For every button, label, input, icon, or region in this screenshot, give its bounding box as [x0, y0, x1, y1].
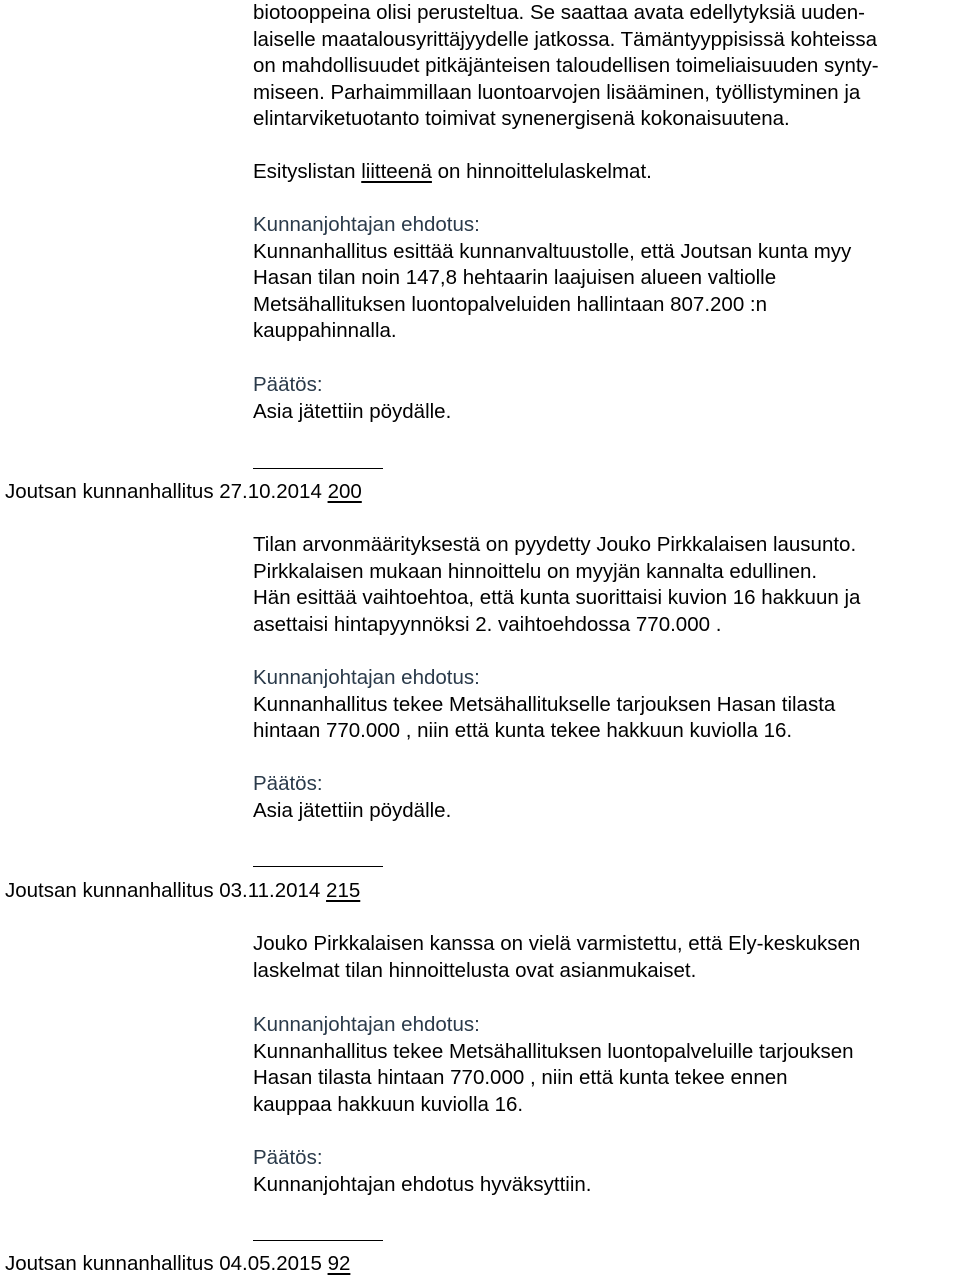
meeting-title: Joutsan kunnanhallitus 03.11.2014 [5, 879, 327, 902]
heading-rule [253, 1240, 383, 1241]
meeting-heading [5, 1251, 350, 1278]
intro-line: miseen. Parhaimmillaan luontoarvojen lisääminen, työllistyminen ja [253, 80, 861, 104]
section-number: 200 [327, 480, 362, 503]
heading-rule [253, 866, 383, 867]
meeting-heading [5, 878, 360, 905]
meeting2-proposal [253, 665, 953, 745]
attachment-suffix: on hinnoittelulaskelmat. [431, 160, 652, 183]
proposal-line: Kunnanhallitus tekee Metsähallitukselle tarjouksen Hasan tilasta [253, 692, 836, 716]
proposal-line: kauppahinnalla. [253, 319, 397, 342]
proposal-label: Kunnanjohtajan ehdotus: [253, 1013, 480, 1036]
heading-rule [253, 468, 383, 469]
attachment-note [253, 159, 953, 186]
attachment-link[interactable]: liitteenä [361, 160, 432, 183]
proposal-line: kauppaa hakkuun kuviolla 16. [253, 1092, 524, 1116]
intro-line: elintarviketuotanto toimivat synenergisenä kokonaisuutena. [253, 107, 790, 130]
proposal-line: Hasan tilasta hintaan 770.000 , niin että kunta tekee ennen [253, 1066, 788, 1089]
decision-text: Asia jätettiin pöydälle. [253, 798, 452, 822]
meeting2-body [253, 532, 953, 638]
meeting3-decision [253, 1145, 953, 1198]
proposal-line: Kunnanhallitus tekee Metsähallituksen luontopalveluille tarjouksen [253, 1039, 854, 1063]
proposal-label: Kunnanjohtajan ehdotus: [253, 666, 480, 689]
decision-label: Päätös: [253, 1146, 323, 1169]
meeting3-proposal [253, 1012, 953, 1118]
proposal-label: Kunnanjohtajan ehdotus: [253, 213, 480, 236]
body-line: asettaisi hintapyynnöksi 2. vaihtoehdossa 770.000 . [253, 612, 722, 636]
section1-proposal [253, 212, 953, 345]
decision-text: Asia jätettiin pöydälle. [253, 399, 452, 423]
intro-line: on mahdollisuudet pitkäjänteisen taloudellisen toimeliaisuuden synty- [253, 54, 879, 77]
meeting3-body [253, 931, 953, 984]
intro-line: biotooppeina olisi perusteltua. Se saattaa avata edellytyksiä uuden- [253, 1, 865, 24]
proposal-line: Kunnanhallitus esittää kunnanvaltuustolle, että Joutsan kunta myy [253, 239, 852, 263]
proposal-line: Hasan tilan noin 147,8 hehtaarin laajuisen alueen valtiolle [253, 266, 777, 289]
body-line: Hän esittää vaihtoehtoa, että kunta suorittaisi kuvion 16 hakkuun ja [253, 586, 861, 609]
intro-paragraph [253, 0, 953, 133]
body-line: Jouko Pirkkalaisen kanssa on vielä varmistettu, että Ely-keskuksen [253, 932, 861, 955]
proposal-line: hintaan 770.000 , niin että kunta tekee hakkuun kuviolla 16. [253, 719, 793, 742]
proposal-line: Metsähallituksen luontopalveluiden hallintaan 807.200 :n [253, 292, 768, 316]
body-line: Pirkkalaisen mukaan hinnoittelu on myyjän kannalta edullinen. [253, 559, 818, 583]
body-line: Tilan arvonmäärityksestä on pyydetty Jouko Pirkkalaisen lausunto. [253, 533, 857, 556]
meeting-heading [5, 479, 362, 506]
meeting2-decision [253, 771, 953, 824]
decision-label: Päätös: [253, 772, 323, 795]
section1-decision [253, 372, 953, 425]
decision-label: Päätös: [253, 373, 323, 396]
body-line: laskelmat tilan hinnoittelusta ovat asianmukaiset. [253, 958, 697, 982]
decision-text: Kunnanjohtajan ehdotus hyväksyttiin. [253, 1172, 592, 1196]
intro-line: laiselle maatalousyrittäjyydelle jatkossa. Tämäntyyppisissä kohteissa [253, 27, 878, 51]
meeting-title: Joutsan kunnanhallitus 04.05.2015 [5, 1252, 328, 1275]
attachment-prefix: Esityslistan [253, 160, 362, 183]
meeting-title: Joutsan kunnanhallitus 27.10.2014 [5, 480, 328, 503]
section-number: 92 [327, 1252, 351, 1275]
section-number: 215 [326, 879, 361, 902]
